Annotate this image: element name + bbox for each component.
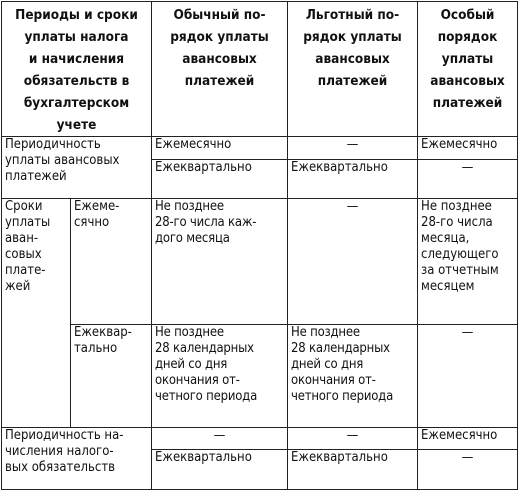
sub-label-monthly: Ежеме- сячно xyxy=(71,199,152,325)
table-cell: Ежемесячно xyxy=(418,428,518,450)
tax-payment-table xyxy=(1,1,518,490)
table-cell: Ежеквартально xyxy=(288,450,418,490)
row-label-accrual-frequency: Периодичность на- числения налого- вых обязательств xyxy=(2,428,152,490)
table-cell: — xyxy=(288,428,418,450)
row-label-payment-terms: Сроки уплаты аван- совых плате- жей xyxy=(2,199,71,428)
table-cell: Не позднее 28-го числа каж- дого месяца xyxy=(152,199,288,325)
header-regular-procedure: Обычный по- рядок уплаты авансовых платежей xyxy=(152,2,288,137)
table-row xyxy=(2,137,518,160)
table-cell: Ежеквартально xyxy=(152,450,288,490)
table-cell: — xyxy=(418,450,518,490)
table-cell: Ежеквартально xyxy=(288,160,418,199)
header-preferential-procedure: Льготный по- рядок уплаты авансовых платежей xyxy=(288,2,418,137)
table-cell: — xyxy=(288,199,418,325)
header-periods-and-terms: Периоды и сроки уплаты налога и начисления обязательств в бухгалтерском учете xyxy=(2,2,152,137)
table-row xyxy=(2,325,518,428)
table-cell: Ежемесячно xyxy=(418,137,518,160)
table-cell: Не позднее 28-го числа месяца, следующего за отчетным месяцем xyxy=(418,199,518,325)
table-cell: — xyxy=(418,325,518,428)
row-label-payment-frequency: Периодичность уплаты авансовых платежей xyxy=(2,137,152,199)
table-cell: — xyxy=(288,137,418,160)
table-cell: Не позднее 28 календарных дней со дня окончания от- четного периода xyxy=(288,325,418,428)
table-cell: Ежемесячно xyxy=(152,137,288,160)
table-cell: — xyxy=(418,160,518,199)
header-special-procedure: Особый порядок уплаты авансовых платежей xyxy=(418,2,518,137)
table-cell: Не позднее 28 календарных дней со дня окончания от- четного периода xyxy=(152,325,288,428)
table-header-row xyxy=(2,2,518,137)
table-row xyxy=(2,428,518,450)
sub-label-quarterly: Ежеквар- тально xyxy=(71,325,152,428)
table-cell: — xyxy=(152,428,288,450)
table-cell: Ежеквартально xyxy=(152,160,288,199)
table-row xyxy=(2,199,518,325)
